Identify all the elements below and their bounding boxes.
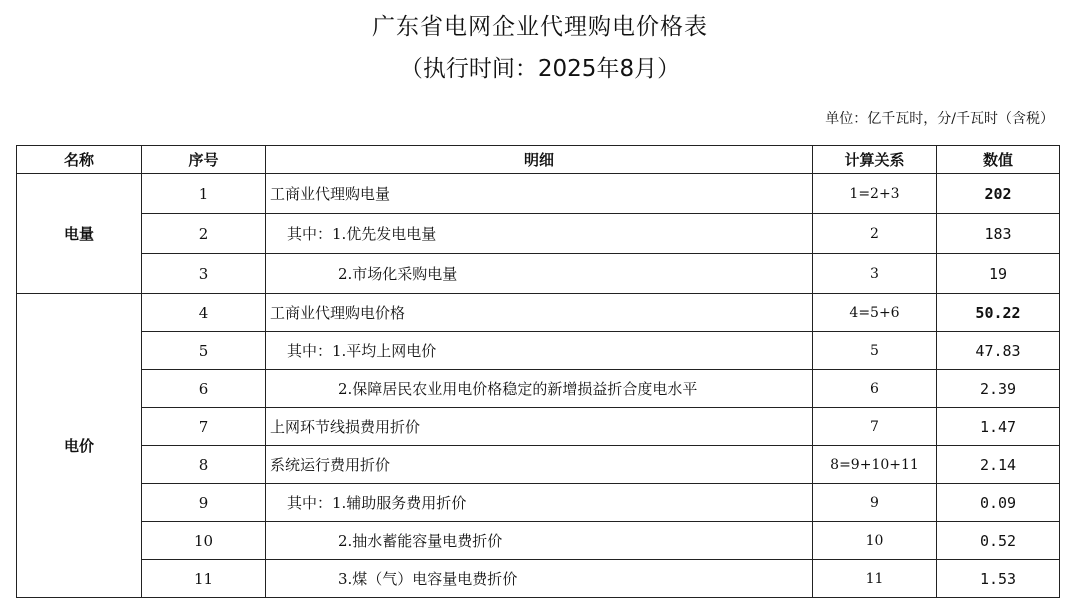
table-row [17,446,1060,484]
table-row [17,332,1060,370]
row-value: 0.52 [937,522,1060,560]
header-relation: 计算关系 [813,146,937,174]
row-detail: 工商业代理购电量 [266,174,813,214]
table-row [17,370,1060,408]
table-row [17,174,1060,214]
table-row [17,522,1060,560]
row-seq: 1 [142,174,266,214]
table-row [17,408,1060,446]
row-seq: 3 [142,254,266,294]
table-title: 广东省电网企业代理购电价格表 [372,14,708,40]
row-value: 183 [937,214,1060,254]
header-seq: 序号 [142,146,266,174]
row-relation: 2 [813,214,937,254]
row-relation: 3 [813,254,937,294]
row-seq: 5 [142,332,266,370]
price-table [16,145,1060,598]
row-relation: 9 [813,484,937,522]
row-detail: 上网环节线损费用折价 [266,408,813,446]
row-detail: 其中：1.优先发电电量 [266,214,813,254]
row-detail: 2.市场化采购电量 [266,254,813,294]
row-value: 0.09 [937,484,1060,522]
row-relation: 8=9+10+11 [813,446,937,484]
row-value: 202 [937,174,1060,214]
table-row [17,560,1060,598]
row-seq: 6 [142,370,266,408]
row-relation: 10 [813,522,937,560]
row-seq: 7 [142,408,266,446]
row-value: 47.83 [937,332,1060,370]
table-row [17,254,1060,294]
table-row [17,294,1060,332]
header-detail: 明细 [266,146,813,174]
row-relation: 6 [813,370,937,408]
row-value: 19 [937,254,1060,294]
row-detail: 2.保障居民农业用电价格稳定的新增损益折合度电水平 [266,370,813,408]
header-name: 名称 [17,146,142,174]
row-seq: 11 [142,560,266,598]
table-row [17,484,1060,522]
row-value: 1.47 [937,408,1060,446]
header-row [17,146,1060,174]
row-seq: 8 [142,446,266,484]
row-value: 1.53 [937,560,1060,598]
row-detail: 工商业代理购电价格 [266,294,813,332]
row-relation: 7 [813,408,937,446]
row-seq: 10 [142,522,266,560]
row-value: 50.22 [937,294,1060,332]
row-detail: 系统运行费用折价 [266,446,813,484]
row-seq: 9 [142,484,266,522]
group-price: 电价 [17,294,142,598]
row-value: 2.39 [937,370,1060,408]
row-seq: 2 [142,214,266,254]
row-seq: 4 [142,294,266,332]
row-relation: 4=5+6 [813,294,937,332]
row-detail: 2.抽水蓄能容量电费折价 [266,522,813,560]
row-value: 2.14 [937,446,1060,484]
unit-note: 单位：亿千瓦时，分/千瓦时（含税） [825,111,1054,127]
row-detail: 其中：1.平均上网电价 [266,332,813,370]
group-energy: 电量 [17,174,142,294]
row-relation: 1=2+3 [813,174,937,214]
header-value: 数值 [937,146,1060,174]
execution-period: （执行时间：2025年8月） [399,56,681,82]
row-relation: 11 [813,560,937,598]
table-row [17,214,1060,254]
row-detail: 其中：1.辅助服务费用折价 [266,484,813,522]
row-relation: 5 [813,332,937,370]
row-detail: 3.煤（气）电容量电费折价 [266,560,813,598]
